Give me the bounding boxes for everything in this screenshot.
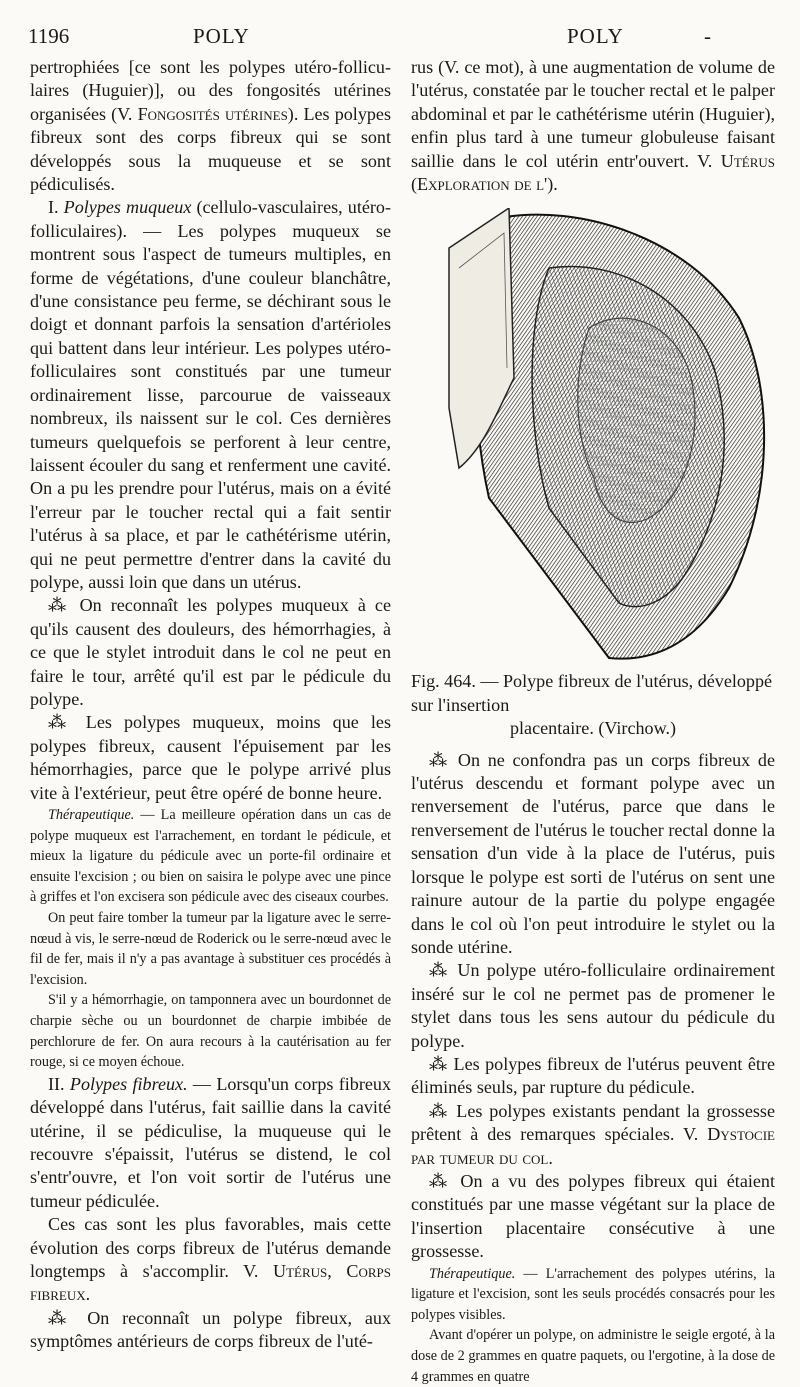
section-polypes-fibreux: II. Polypes fibreux. — Lorsqu'un corps fibreux développé dans l'utérus, fait saillie dans la cavité utérine, il se pédiculise, la muqueuse qui le recouvre s'épaissit, l'utérus se distend, le col s'entr'ouvre, et l'on voit sortir de l'utérus une tumeur pédiculée. bbox=[30, 1073, 391, 1211]
small-paragraph: On peut faire tomber la tumeur par la ligature avec le serre-nœud à vis, le serre-nœud de Roderick ou le serre-nœud avec le fil de fer, mais il n'y a pas avantage à substituer ces procédés à l'excision. bbox=[30, 909, 391, 988]
section-polypes-muqueux: I. Polypes muqueux (cellulo-vasculaires, utéro-folliculaires). — Les polypes muqueux se montrent sous l'aspect de tumeurs multiples, en forme de végétations, d'une couleur blanchâtre, d'une consistance peu ferme, se déchirant sous le doigt et donnant parfois la sensation d'artérioles qui battent dans leur intérieur. Les polypes utéro-folliculaires sont constitués par une tumeur ordinairement lisse, parcourue de vaisseaux nombreux, ils naissent sur le col. Ces dernières tumeurs quelquefois se perforent à leur centre, laissent écouler du sang et renferment une cavité. On a pu les prendre pour l'utérus, mais on a évité l'erreur par le toucher rectal qui a fait sentir l'utérus à sa place, et par le cathétérisme utérin, qui ne peut permettre d'entrer dans la cavité du polype, aussi loin que dans un utérus. bbox=[30, 197, 391, 592]
page-number: 1196 bbox=[28, 24, 70, 48]
paragraph: ⁂ Les polypes existants pendant la grossesse prêtent à des remarques spéciales. V. Dystocie par tumeur du col. bbox=[411, 1100, 775, 1168]
small-paragraph: S'il y a hémorrhagie, on tamponnera avec un bourdonnet de charpie sèche ou un bourdonnet de charpie imbibée de perchlorure de fer. On aura recours à la cautérisation au fer rouge, si ce moyen échoue. bbox=[30, 992, 391, 1071]
paragraph: ⁂ On reconnaît les polypes muqueux à ce qu'ils causent des douleurs, des hémorrhagies, à ce que le stylet introduit dans le col ne peut en faire le tour, arrêté qu'il est par le pédicule du polype. bbox=[30, 595, 391, 709]
paragraph: ⁂ Un polype utéro-folliculaire ordinairement inséré sur le col ne permet pas de promener le stylet dans tous les sens autour du pédicule du polype. bbox=[411, 960, 775, 1051]
running-header bbox=[0, 24, 800, 54]
running-head-right: POLY bbox=[567, 24, 624, 48]
paragraph: ⁂ Les polypes fibreux de l'utérus peuvent être éliminés seuls, par rupture du pédicule. bbox=[411, 1053, 775, 1098]
caption-line-2: placentaire. (Virchow.) bbox=[509, 718, 677, 739]
left-column bbox=[30, 56, 391, 1354]
figure-caption bbox=[411, 670, 775, 740]
paragraph: ⁂ On ne confondra pas un corps fibreux de l'utérus descendu et formant polype avec un renversement de l'utérus, parce que dans le renversement de l'utérus le toucher rectal donne la sensation d'un vide à la place de l'utérus, puis lorsque le polype est sorti de l'utérus on sent une rainure autour de la partie du polype engagée dans le col où l'on peut introduire le stylet ou la sonde utérine. bbox=[411, 749, 775, 957]
header-dash: - bbox=[704, 24, 711, 48]
paragraph: rus (V. ce mot), à une augmentation de volume de l'utérus, constatée par le toucher rectal et le palper abdominal et par le cathétérisme utérin (Huguier), enfin plus tard à une tumeur globuleuse faisant saillie dans le col utérin entr'ouvert. V. Utérus (Exploration de l'). bbox=[411, 57, 775, 195]
uterus-polyp-illustration bbox=[429, 208, 769, 664]
caption-line-1: Fig. 464. — Polype fibreux de l'utérus, développé sur l'insertion bbox=[411, 671, 773, 715]
paragraph: ⁂ On a vu des polypes fibreux qui étaient constitués par une masse végétant sur la place de l'insertion placentaire consécutive à une grossesse. bbox=[411, 1170, 775, 1262]
small-paragraph: Avant d'opérer un polype, on administre le seigle ergoté, à la dose de 2 grammes en quatre paquets, ou l'ergotine, à la dose de 4 grammes en quatre bbox=[411, 1327, 775, 1385]
paragraph: pertrophiées [ce sont les polypes utéro-follicu-laires (Huguier)], ou des fongosités utérines organisées (V. Fongosités utérines). Les polypes fibreux sont des corps fibreux qui se sont développés sous la muqueuse et se sont pédiculisés. bbox=[30, 57, 391, 195]
paragraph: Ces cas sont les plus favorables, mais cette évolution des corps fibreux de l'utérus demande longtemps à s'accomplir. V. Utérus, Corps fibreux. bbox=[30, 1214, 392, 1305]
right-column bbox=[411, 56, 775, 1387]
paragraph: ⁂ Les polypes muqueux, moins que les polypes fibreux, causent l'épuisement par les hémorrhagies, parce que le polype arrivé plus vite à l'extérieur, peut être opéré de bonne heure. bbox=[30, 712, 391, 803]
running-head-left: POLY bbox=[193, 24, 250, 48]
paragraph: ⁂ On reconnaît un polype fibreux, aux symptômes antérieurs de corps fibreux de l'uté- bbox=[30, 1307, 391, 1352]
therapeutique-paragraph: Thérapeutique. — La meilleure opération dans un cas de polype muqueux est l'arrachement, en tordant le pédicule, et mieux la ligature du pédicule avec un porte-fil ordinaire et ensuite l'excision ; ou bien on saisira le polype avec une pince à griffes et l'on excisera son pédicule avec des ciseaux courbes. bbox=[30, 807, 391, 906]
therapeutique-paragraph: Thérapeutique. — L'arrachement des polypes utérins, la ligature et l'excision, sont les seuls procédés consacrés pour les polypes visibles. bbox=[411, 1265, 775, 1323]
figure-polyp-engraving bbox=[429, 208, 769, 664]
